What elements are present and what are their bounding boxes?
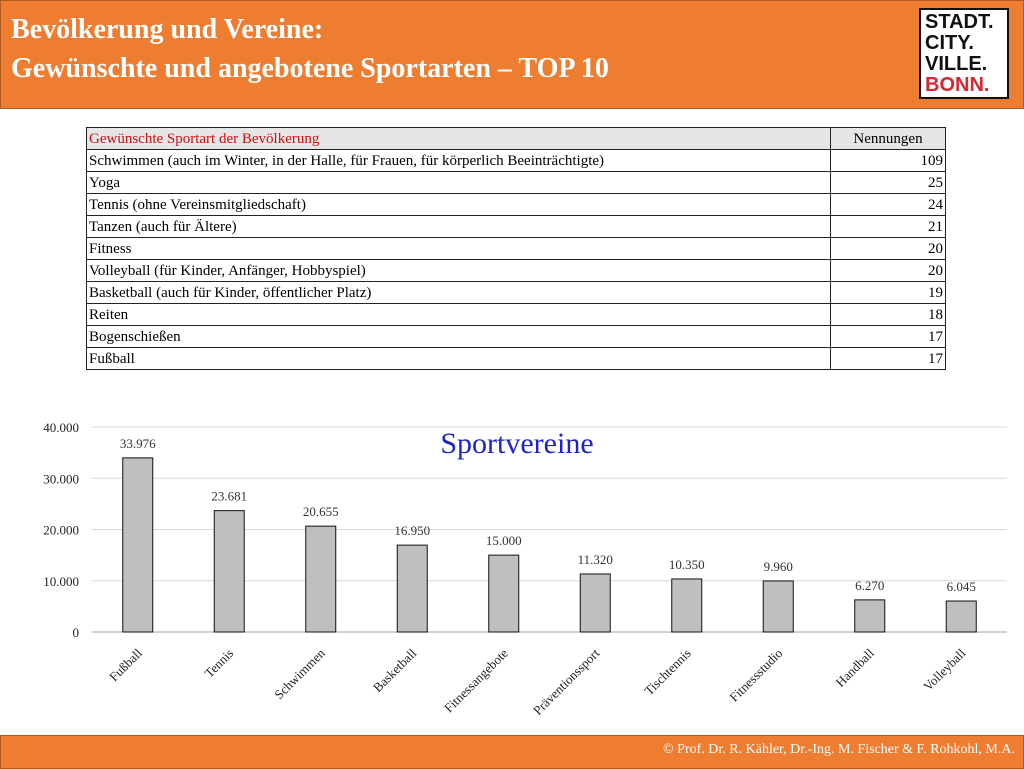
- table-row: [87, 172, 946, 194]
- y-tick-label: 40.000: [43, 420, 79, 435]
- table-row: [87, 216, 946, 238]
- bar: [580, 574, 610, 632]
- sport-cell: Bogenschießen: [87, 326, 831, 348]
- count-cell: 109: [831, 150, 946, 172]
- sport-cell: Volleyball (für Kinder, Anfänger, Hobbyspiel): [87, 260, 831, 282]
- table-row: [87, 238, 946, 260]
- bar: [946, 601, 976, 632]
- bar-value-label: 10.350: [668, 556, 705, 572]
- x-tick-label: Schwimmen: [271, 645, 328, 703]
- sport-cell: Yoga: [87, 172, 831, 194]
- bar: [763, 581, 793, 632]
- bar: [306, 526, 336, 632]
- table-header-row: [87, 128, 946, 150]
- bar-value-label: 15.000: [485, 533, 522, 549]
- table-row: [87, 304, 946, 326]
- x-tick-label: Fußball: [106, 645, 145, 685]
- y-tick-label: 10.000: [43, 573, 79, 589]
- y-tick-label: 0: [72, 625, 79, 640]
- bar-value-label: 16.950: [394, 523, 431, 539]
- sport-cell: Tennis (ohne Vereinsmitgliedschaft): [87, 194, 831, 216]
- sports-clubs-bar-chart: [0, 405, 1024, 730]
- count-cell: 21: [831, 216, 946, 238]
- footer-credit: © Prof. Dr. R. Kähler, Dr.-Ing. M. Fischer & F. Rohkohl, M.A.: [663, 742, 1015, 757]
- table-row: [87, 194, 946, 216]
- bar-value-label: 9.960: [763, 558, 793, 574]
- page-title-line-2: Gewünschte und angebotene Sportarten – TOP 10: [11, 53, 609, 84]
- sport-cell: Reiten: [87, 304, 831, 326]
- table-row: [87, 260, 946, 282]
- logo-line-4: BONN.: [925, 74, 990, 96]
- count-cell: 24: [831, 194, 946, 216]
- bar: [489, 555, 519, 632]
- sport-cell: Fitness: [87, 238, 831, 260]
- table-row: [87, 348, 946, 370]
- x-tick-label: Fitnessangebote: [441, 645, 511, 716]
- bar-value-label: 11.320: [577, 551, 613, 567]
- y-tick-label: 30.000: [43, 471, 79, 487]
- bar-value-label: 6.270: [855, 577, 885, 593]
- column-header-count: Nennungen: [831, 128, 946, 150]
- table-row: [87, 150, 946, 172]
- header-band: [0, 0, 1024, 109]
- logo-line-2: CITY.: [925, 32, 974, 54]
- stadt-bonn-logo: [919, 8, 1009, 99]
- x-tick-label: Präventionssport: [529, 645, 603, 718]
- footer-band: [0, 735, 1024, 769]
- sport-cell: Fußball: [87, 348, 831, 370]
- bar-value-label: 20.655: [302, 504, 339, 520]
- count-cell: 20: [831, 260, 946, 282]
- bar: [123, 458, 153, 632]
- bar-value-label: 23.681: [211, 488, 248, 504]
- sport-cell: Basketball (auch für Kinder, öffentlicher Platz): [87, 282, 831, 304]
- x-tick-label: Tennis: [201, 645, 237, 681]
- count-cell: 19: [831, 282, 946, 304]
- x-tick-label: Basketball: [369, 645, 420, 695]
- sport-cell: Tanzen (auch für Ältere): [87, 216, 831, 238]
- count-cell: 25: [831, 172, 946, 194]
- x-tick-label: Tischtennis: [641, 645, 694, 699]
- desired-sports-table: [86, 127, 946, 370]
- bar: [397, 545, 427, 632]
- sport-cell: Schwimmen (auch im Winter, in der Halle, für Frauen, für körperlich Beeinträchtigte): [87, 150, 831, 172]
- chart-title: Sportvereine: [440, 427, 594, 460]
- bar: [214, 511, 244, 632]
- x-tick-label: Volleyball: [920, 645, 969, 694]
- x-tick-label: Handball: [832, 645, 877, 690]
- bar: [672, 579, 702, 632]
- y-tick-label: 20.000: [43, 522, 79, 538]
- x-tick-label: Fitnessstudio: [726, 645, 786, 705]
- bar-value-label: 6.045: [946, 579, 976, 595]
- bar-value-label: 33.976: [119, 435, 156, 451]
- count-cell: 17: [831, 326, 946, 348]
- count-cell: 17: [831, 348, 946, 370]
- count-cell: 20: [831, 238, 946, 260]
- count-cell: 18: [831, 304, 946, 326]
- logo-line-1: STADT.: [925, 11, 994, 33]
- logo-line-3: VILLE.: [925, 53, 988, 75]
- page-title-line-1: Bevölkerung und Vereine:: [11, 14, 324, 45]
- bar: [855, 600, 885, 632]
- table-row: [87, 326, 946, 348]
- column-header-sport: Gewünschte Sportart der Bevölkerung: [87, 128, 831, 150]
- table-row: [87, 282, 946, 304]
